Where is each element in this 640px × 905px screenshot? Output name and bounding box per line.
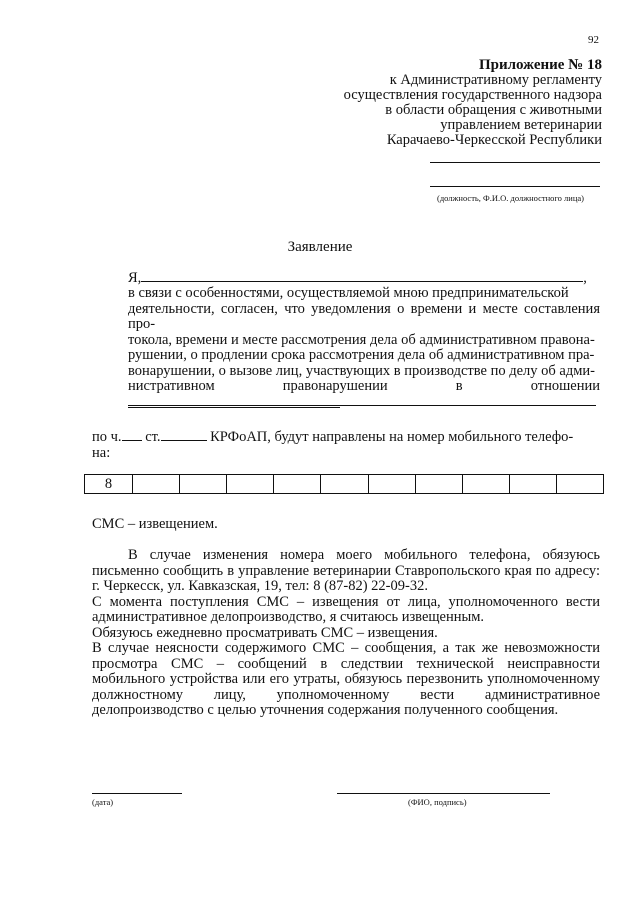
signature-field[interactable] [337,793,550,794]
part-prefix: по ч. [92,429,122,445]
appendix-line: в области обращения с животными [385,102,602,118]
official-name-line[interactable] [430,162,600,163]
statement-line: в связи с особенностями, осуществляемой мною предпринимательской [128,285,569,301]
part-field[interactable] [122,428,142,441]
phone-digit-cell[interactable] [509,475,556,493]
phone-digit-cell[interactable] [132,475,179,493]
article-field[interactable] [161,428,207,441]
statement-line: деятельности, согласен, что уведомления о времени и месте составления про- [128,300,600,332]
date-caption: (дата) [92,797,114,807]
phone-digit-cell[interactable] [320,475,367,493]
appendix-line: к Административному регламенту [389,72,602,88]
article-suffix: КРФоАП, будут направлены на номер мобильного телефо- [206,429,574,445]
official-caption: (должность, Ф.И.О. должностного лица) [437,193,584,203]
ya-prefix: Я, [128,270,142,286]
appendix-line: управлением ветеринарии [440,117,602,133]
paragraph: В случае неясности содержимого СМС – сообщения, а так же невозможности просмотра СМС – сообщений в следствии технической неисправности мобильного устройства или его утраты, обязуюсь перезвонить уполномоченному должностному лицу, уполномоченному вести административное делопроизводство с целью уточнения содержания полученного сообщения. [92,640,600,718]
paragraph: С момента поступления СМС – извещения от лица, уполномоченного вести административное делопроизводство, я считаюсь извещенным. [92,593,600,625]
applicant-name-field[interactable] [141,269,583,282]
article-line-2: на: [92,444,111,461]
paragraph: В случае изменения номера моего мобильного телефона, обязуюсь письменно сообщить в управление ветеринарии Ставропольского края по адресу: г. Черкесск, ул. Кавказская, 19, тел: 8 (87-82) 22-09-32. [92,547,600,594]
statement-line: токола, времени и месте рассмотрения дела об административном правона- [128,331,595,348]
article-line [92,428,598,461]
statement-line: нистративном правонарушении в отношении [128,378,600,394]
subject-field-continued[interactable] [128,405,596,406]
phone-digit-cell[interactable] [226,475,273,493]
phone-digit-cell[interactable] [556,475,603,493]
obligations-section [92,548,600,719]
ya-suffix: , [583,270,587,286]
phone-digit-cell[interactable] [273,475,320,493]
appendix-line: осуществления государственного надзора [343,87,602,103]
appendix-title: Приложение № 18 [478,57,602,73]
phone-digit-cell[interactable] [415,475,462,493]
official-position-line[interactable] [430,186,600,187]
date-field[interactable] [92,793,182,794]
sms-notice: СМС – извещением. [92,516,218,532]
signature-caption: (ФИО, подпись) [408,797,467,807]
phone-number-grid [84,474,604,494]
article-prefix: ст. [141,429,161,445]
phone-digit-cell[interactable] [179,475,226,493]
phone-digit-cell[interactable] [462,475,509,493]
phone-digit-cell[interactable] [368,475,415,493]
statement-line: рушении, о продлении срока рассмотрения дела об административном пра- [128,347,595,363]
appendix-header [302,58,602,148]
page-number: 92 [588,34,599,46]
paragraph: Обязуюсь ежедневно просматривать СМС – извещения. [92,624,438,641]
appendix-line: Карачаево-Черкесской Республики [386,132,602,148]
statement-line: вонарушении, о вызове лиц, участвующих в производстве по делу об адми- [128,362,595,379]
phone-digit-cell[interactable]: 8 [104,476,113,492]
document-title: Заявление [287,239,353,255]
statement-body [128,286,600,412]
